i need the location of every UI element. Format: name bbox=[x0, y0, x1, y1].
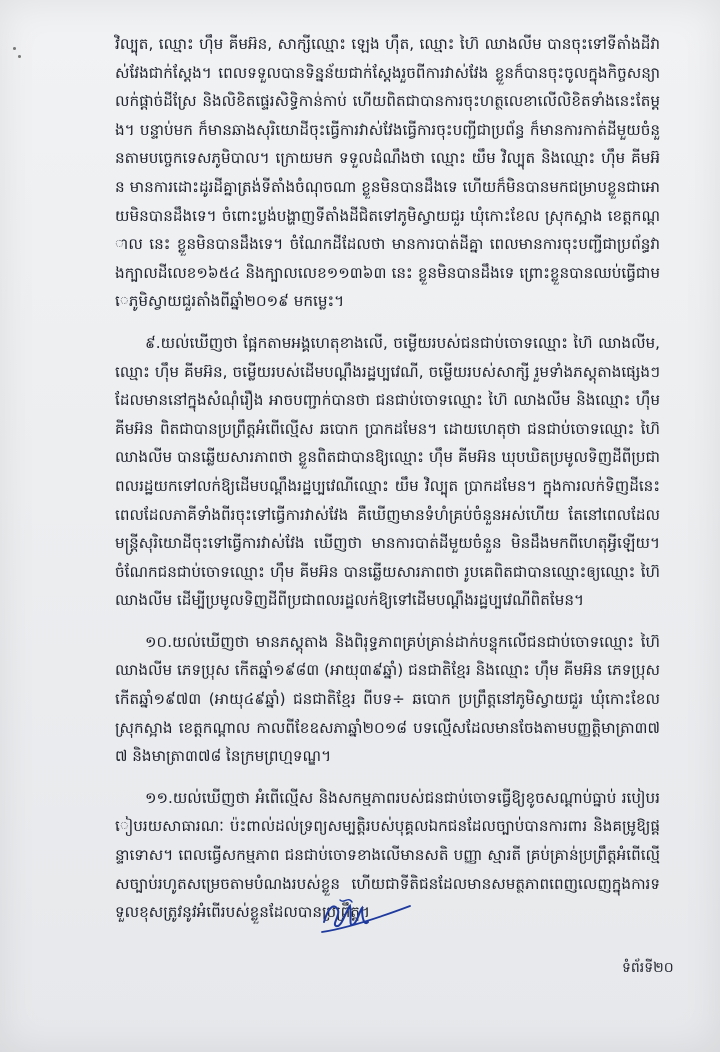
punch-mark bbox=[18, 55, 21, 58]
page-number: ទំព័រទី២០ bbox=[622, 960, 674, 976]
paragraph-11: ១១.យល់ឃើញថា អំពើល្មើស និងសកម្មភាពរបស់ជនជាប់ចោទធ្វើឱ្យខូចសណ្តាប់ធ្នាប់ របៀបរៀបរយសាធារណៈ ប៉ះពាល់ដល់ទ្រព្យសម្បត្តិរបស់បុគ្គលឯកជនដែលច្បាប់បានការពារ និងគម្រូឱ្យផ្តន្ទាទោស។ ពេលធ្វើសកម្មភាព ជនជាប់ចោទខាងលើមានសតិ បញ្ញា ស្មារតី គ្រប់គ្រាន់ប្រព្រឹត្តអំពើល្មើសច្បាប់រហូតសម្រេចតាមបំណងរបស់ខ្លួន ហើយជាទីតិជនដែលមានសមត្ថភាពពេញលេញក្នុងការទទួលខុសត្រូវនូវអំពើរបស់ខ្លួនដែលបានប្រព្រឹត្ត។ bbox=[115, 788, 660, 922]
paragraph-10: ១០.យល់ឃើញថា មានភស្តុតាង និងពិរុទ្ធភាពគ្រប់គ្រាន់ដាក់បន្ទុកលើជនជាប់ចោទឈ្មោះ ហ៊ៃ ឈាងលីម ភេទប្រុស កើតឆ្នាំ១៩៨៣ (អាយុ៣៩ឆ្នាំ) ជនជាតិខ្មែរ និងឈ្មោះ ហ៊ឹម គីមអ៊ន ភេទប្រុស កើតឆ្នាំ១៩៧៣ (អាយុ៤៩ឆ្នាំ) ជនជាតិខ្មែរ ពីបទ÷ ឆបោក ប្រព្រឹត្តនៅភូមិស្វាយជួរ ឃុំកោះខែល ស្រុកស្អាង ខេត្តកណ្តាល កាលពីខែឧសភាឆ្នាំ២០១៨ បទល្មើសដែលមានចែងតាមបញ្ញត្តិមាត្រា៣៧៧ និងមាត្រា៣៧៨ នៃក្រមព្រហ្មទណ្ឌ។ bbox=[115, 632, 660, 766]
paragraph-9: ៩.យល់ឃើញថា ផ្អែកតាមអង្គហេតុខាងលើ, ចម្លើយរបស់ជនជាប់ចោទឈ្មោះ ហ៊ៃ ឈាងលីម, ឈ្មោះ ហ៊ឹម គីមអ៊ន, ចម្លើយរបស់ដើមបណ្តឹងរដ្ឋប្បវេណី, ចម្លើយរបស់សាក្សី រួមទាំងភស្តុតាងផ្សេងៗ ដែលមាននៅក្នុងសំណុំរឿង អាចបញ្ជាក់បានថា ជនជាប់ចោទឈ្មោះ ហ៊ៃ ឈាងលីម និងឈ្មោះ ហ៊ឹម គីមអ៊ន ពិតជាបានប្រព្រឹត្តអំពើល្មើស ឆបោក ប្រាកដមែន។ ដោយហេតុថា ជនជាប់ចោទឈ្មោះ ហ៊ៃ ឈាងលីម បានឆ្លើយសារភាពថា ខ្លួនពិតជាបានឱ្យឈ្មោះ ហ៊ឹម គីមអ៊ន ឃុបឃិតប្រមូលទិញដីពីប្រជាពលរដ្ឋយកទៅលក់ឱ្យដើមបណ្តឹងរដ្ឋប្បវេណីឈ្មោះ យឹម វិល្បុត ប្រាកដមែន។ ក្នុងការលក់ទិញដីនេះ ពេលដែលភាគីទាំងពីរចុះទៅធ្វើការវាស់វែង គឺឃើញមានទំហំគ្រប់ចំនួនអស់ហើយ តែនៅពេលដែលមន្ត្រីសុរិយោដីចុះទៅធ្វើការវាស់វែង ឃើញថា មានការបាត់ដីមួយចំនួន មិនដឹងមកពីហេតុអ្វីឡើយ។ ចំណែកជនជាប់ចោទឈ្មោះ ហ៊ឹម គីមអ៊ន បានឆ្លើយសារភាពថា រូបគេពិតជាបានឈ្មោះឲ្យឈ្មោះ ហ៊ៃ ឈាងលីម ដើម្បីប្រមូលទិញដីពីប្រជាពលរដ្ឋលក់ឱ្យទៅដើមបណ្តឹងរដ្ឋប្បវេណីពិតមែន។ bbox=[115, 333, 660, 610]
document-body bbox=[115, 30, 660, 936]
paragraph-continuation: វិល្បុត, ឈ្មោះ ហ៊ឹម គីមអ៊ន, សាក្សីឈ្មោះ ឡេង ហ៊ឹត, ឈ្មោះ ហ៊ៃ ឈាងលីម បានចុះទៅទីតាំងដីវាស់វែងជាក់ស្តែង។ ពេលទទួលបានទិន្នន័យជាក់ស្តែងរួចពីការវាស់វែង ខ្លួនក៏បានចុះចូលក្នុងកិច្ចសន្យាលក់ផ្តាច់ដីស្រែ និងលិខិតផ្ទេរសិទ្ធិកាន់កាប់ ហើយពិតជាបានការចុះហត្ថលេខាលើលិខិតទាំងនេះតែម្តង។ បន្ទាប់មក ក៏មានឆាងសុរិយោដីចុះធ្វើការវាស់វែងធ្វើការចុះបញ្ជីជាប្រព័ន្ធ ក៏មានការកាត់ដីមួយចំនួនតាមបច្ចេកទេសភូមិបាល។ ក្រោយមក ទទួលដំណឹងថា ឈ្មោះ យឹម វិល្បុត និងឈ្មោះ ហ៊ឹម គីមអ៊ន មានការដោះដូរដីគ្នាត្រង់ទីតាំងចំណុចណា ខ្លួនមិនបានដឹងទេ ហើយក៏មិនបានមកជម្រាបខ្លួនជាអោយមិនបានដឹងទេ។ ចំពោះប្លង់បង្ហាញទីតាំងដីជិតទៅភូមិស្វាយជួរ ឃុំកោះខែល ស្រុកស្អាង ខេត្តកណ្តាល នេះ ខ្លួនមិនបានដឹងទេ។ ចំណែកដីដែលថា មានការបាត់ដីគ្នា ពេលមានការចុះបញ្ជីជាប្រព័ន្ធវាងក្បាលដីលេខ១៦៥៤ និងក្បាលលេខ១១៣៦៣ នេះ ខ្លួនមិនបានដឹងទេ ព្រោះខ្លួនបានឈប់ធ្វើជាមេភូមិស្វាយជួរតាំងពីឆ្នាំ២០១៩ មកម្លេះ។ bbox=[115, 35, 660, 311]
punch-mark bbox=[13, 47, 16, 50]
signature bbox=[318, 888, 414, 940]
